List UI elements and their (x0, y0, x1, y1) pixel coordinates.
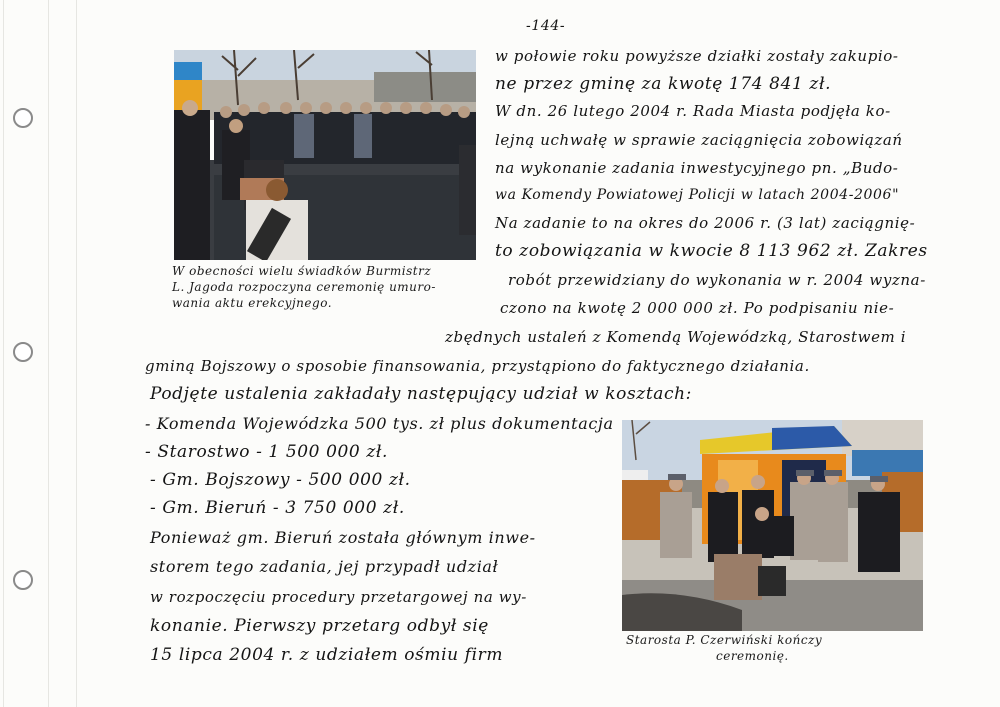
handwritten-line: robót przewidziany do wykonania w r. 2004 wyzna- (508, 271, 926, 289)
margin-line (76, 0, 77, 707)
handwritten-line: lejną uchwałę w sprawie zaciągnięcia zobowiązań (495, 131, 903, 149)
margin-line (3, 0, 4, 707)
photo-caption: L. Jagoda rozpoczyna ceremonię umuro- (172, 280, 436, 294)
binder-hole (13, 108, 33, 128)
ceremony-photo-crowd (174, 50, 476, 260)
handwritten-line: ne przez gminę za kwotę 174 841 zł. (495, 74, 832, 94)
handwritten-line: Ponieważ gm. Bieruń została głównym inwe- (150, 528, 536, 547)
handwritten-line: konanie. Pierwszy przetarg odbył się (150, 616, 489, 636)
page-number: -144- (526, 18, 566, 34)
handwritten-line: gminą Bojszowy o sposobie finansowania, przystąpiono do faktycznego działania. (145, 357, 810, 375)
handwritten-line: zbędnych ustaleń z Komendą Wojewódzką, Starostwem i (445, 328, 907, 346)
photo-caption: wania aktu erekcyjnego. (172, 296, 333, 310)
handwritten-line: 15 lipca 2004 r. z udziałem ośmiu firm (150, 645, 504, 665)
handwritten-line: na wykonanie zadania inwestycyjnego pn. „Budo- (495, 159, 899, 177)
handwritten-line: - Gm. Bieruń - 3 750 000 zł. (150, 498, 405, 518)
handwritten-line: to zobowiązania w kwocie 8 113 962 zł. Zakres (495, 241, 928, 261)
photo-caption: ceremonię. (716, 649, 789, 663)
handwritten-line: wa Komendy Powiatowej Policji w latach 2004-2006" (495, 187, 900, 203)
handwritten-line: w rozpoczęciu procedury przetargowej na wy- (150, 588, 527, 606)
binder-hole (13, 570, 33, 590)
handwritten-line: w połowie roku powyższe działki zostały zakupio- (495, 47, 899, 65)
handwritten-line: Na zadanie to na okres do 2006 r. (3 lat) zaciągnię- (495, 214, 916, 232)
handwritten-line: - Gm. Bojszowy - 500 000 zł. (150, 470, 411, 490)
ceremony-photo-officials (622, 420, 923, 631)
handwritten-line: - Starostwo - 1 500 000 zł. (145, 442, 389, 462)
handwritten-line: storem tego zadania, jej przypadł udział (150, 557, 499, 576)
margin-line (48, 0, 49, 707)
handwritten-line: Podjęte ustalenia zakładały następujący udział w kosztach: (150, 384, 693, 404)
photo-caption: W obecności wielu świadków Burmistrz (172, 264, 432, 278)
handwritten-line: W dn. 26 lutego 2004 r. Rada Miasta podjęła ko- (495, 102, 891, 120)
binder-hole (13, 342, 33, 362)
handwritten-line: - Komenda Wojewódzka 500 tys. zł plus dokumentacja (145, 414, 614, 433)
photo-caption: Starosta P. Czerwiński kończy (626, 633, 823, 647)
handwritten-line: czono na kwotę 2 000 000 zł. Po podpisaniu nie- (500, 299, 895, 317)
